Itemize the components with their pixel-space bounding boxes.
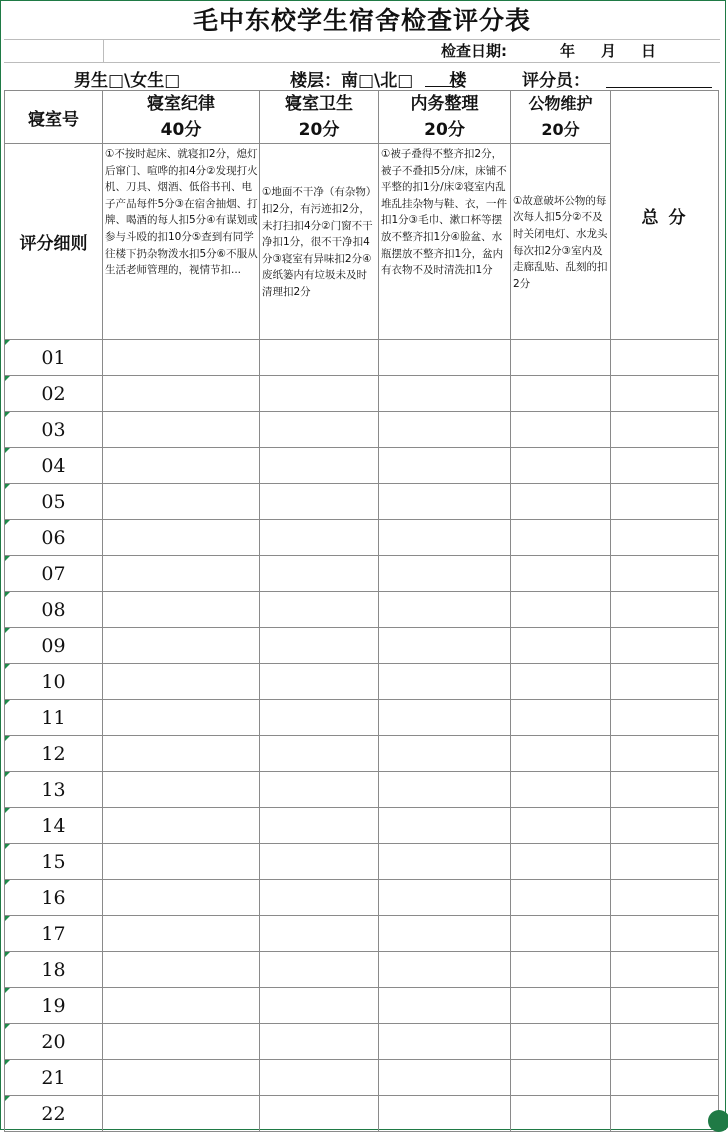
- room-number: 15: [41, 850, 66, 873]
- hygiene-score-cell[interactable]: [260, 1096, 379, 1132]
- property-score-cell[interactable]: [511, 772, 611, 808]
- total-score-cell[interactable]: [611, 1060, 719, 1096]
- room-number-cell: [5, 484, 103, 520]
- total-score-cell[interactable]: [611, 1024, 719, 1060]
- room-number-cell: [5, 952, 103, 988]
- table-row: [5, 772, 719, 808]
- hygiene-score-cell[interactable]: [260, 592, 379, 628]
- floor-number-line: [425, 86, 455, 87]
- room-number-cell: [5, 700, 103, 736]
- total-score-cell[interactable]: [611, 916, 719, 952]
- housekeeping-score-cell[interactable]: [379, 592, 511, 628]
- housekeeping-title: 内务整理: [410, 94, 479, 114]
- total-header: 总 分: [611, 91, 719, 340]
- hygiene-score-cell[interactable]: [260, 1060, 379, 1096]
- grader-signature-line[interactable]: [606, 87, 712, 88]
- room-number: 04: [41, 454, 66, 477]
- hygiene-points: 20分: [298, 120, 340, 140]
- hygiene-score-cell[interactable]: [260, 628, 379, 664]
- cell-marker-icon: [5, 556, 10, 561]
- room-number: 01: [41, 346, 66, 369]
- housekeeping-score-cell[interactable]: [379, 520, 511, 556]
- date-label: 检查日期:: [441, 42, 507, 60]
- table-row: [5, 664, 719, 700]
- property-score-cell[interactable]: [511, 988, 611, 1024]
- housekeeping-score-cell[interactable]: [379, 556, 511, 592]
- discipline-score-cell[interactable]: [103, 520, 260, 556]
- property-score-cell[interactable]: [511, 916, 611, 952]
- property-title: 公物维护: [528, 94, 593, 113]
- housekeeping-score-cell[interactable]: [379, 412, 511, 448]
- housekeeping-score-cell[interactable]: [379, 664, 511, 700]
- room-number: 19: [41, 994, 66, 1017]
- room-number-cell: [5, 592, 103, 628]
- total-score-cell[interactable]: [611, 736, 719, 772]
- hygiene-score-cell[interactable]: [260, 412, 379, 448]
- discipline-score-cell[interactable]: [103, 844, 260, 880]
- discipline-points: 40分: [160, 120, 202, 140]
- room-number: 22: [41, 1102, 66, 1125]
- total-score-cell[interactable]: [611, 808, 719, 844]
- room-number: 08: [41, 598, 66, 621]
- cell-marker-icon: [5, 664, 10, 669]
- room-number-cell: [5, 736, 103, 772]
- housekeeping-score-cell[interactable]: [379, 1096, 511, 1132]
- room-number-cell: [5, 988, 103, 1024]
- meta-row: [4, 64, 720, 90]
- hygiene-score-cell[interactable]: [260, 664, 379, 700]
- housekeeping-score-cell[interactable]: [379, 916, 511, 952]
- room-number-cell: [5, 1096, 103, 1132]
- room-number: 02: [41, 382, 66, 405]
- room-rows: [5, 340, 719, 1132]
- room-number-cell: [5, 664, 103, 700]
- room-number-cell: [5, 448, 103, 484]
- room-number: 13: [41, 778, 66, 801]
- property-score-cell[interactable]: [511, 736, 611, 772]
- table-row: [5, 916, 719, 952]
- discipline-score-cell[interactable]: [103, 376, 260, 412]
- property-rules: [511, 144, 611, 340]
- discipline-score-cell[interactable]: [103, 592, 260, 628]
- room-number-cell: [5, 628, 103, 664]
- property-score-cell[interactable]: [511, 1024, 611, 1060]
- discipline-score-cell[interactable]: [103, 448, 260, 484]
- hygiene-score-cell[interactable]: [260, 988, 379, 1024]
- cell-marker-icon: [5, 376, 10, 381]
- total-score-cell[interactable]: [611, 880, 719, 916]
- cell-marker-icon: [5, 844, 10, 849]
- discipline-rules-text: ①不按时起床、就寝扣2分，熄灯后窜门、喧哗的扣4分②发现打火机、刀具、烟酒、低俗书刊、电子产品每件5分③在宿舍抽烟、打牌、喝酒的每人扣5分④有谋划或参与斗殴的扣10分⑤查到有同学往楼下扔杂物泼水扣5分⑥不服从生活老师管理的，视情节扣...: [105, 148, 258, 277]
- room-number-cell: [5, 556, 103, 592]
- date-day-label: 日: [641, 42, 657, 60]
- discipline-score-cell[interactable]: [103, 880, 260, 916]
- floor-suffix: 楼: [449, 71, 467, 91]
- housekeeping-header: [379, 91, 511, 144]
- housekeeping-score-cell[interactable]: [379, 1060, 511, 1096]
- housekeeping-score-cell[interactable]: [379, 340, 511, 376]
- grid-line: [4, 62, 720, 63]
- housekeeping-rules: [379, 144, 511, 340]
- property-score-cell[interactable]: [511, 448, 611, 484]
- housekeeping-rules-text: ①被子叠得不整齐扣2分，被子不叠扣5分/床，床铺不平整的扣1分/床②寝室内乱堆乱挂杂物与鞋、衣，一件扣1分③毛巾、漱口杯等摆放不整齐扣1分④脸盆、水瓶摆放不整齐扣1分，盆内有衣物不及时清洗扣1分: [381, 148, 507, 277]
- cell-marker-icon: [5, 952, 10, 957]
- discipline-score-cell[interactable]: [103, 556, 260, 592]
- total-score-cell[interactable]: [611, 988, 719, 1024]
- cell-marker-icon: [5, 484, 10, 489]
- table-row: [5, 1024, 719, 1060]
- table-row: [5, 376, 719, 412]
- total-score-cell[interactable]: [611, 844, 719, 880]
- cell-marker-icon: [5, 628, 10, 633]
- property-score-cell[interactable]: [511, 412, 611, 448]
- room-number: 20: [41, 1030, 66, 1053]
- cell-marker-icon: [5, 592, 10, 597]
- room-number: 18: [41, 958, 66, 981]
- hygiene-rules-text: ①地面不干净（有杂物）扣2分，有污迹扣2分，未打扫扣4分②门窗不干净扣1分，很不干净扣4分③寝室有异味扣2分④废纸篓内有垃圾未及时清理扣2分: [262, 186, 377, 298]
- housekeeping-score-cell[interactable]: [379, 736, 511, 772]
- hygiene-score-cell[interactable]: [260, 448, 379, 484]
- hygiene-score-cell[interactable]: [260, 340, 379, 376]
- housekeeping-score-cell[interactable]: [379, 772, 511, 808]
- housekeeping-points: 20分: [424, 120, 465, 140]
- discipline-score-cell[interactable]: [103, 1024, 260, 1060]
- housekeeping-score-cell[interactable]: [379, 1024, 511, 1060]
- property-score-cell[interactable]: [511, 952, 611, 988]
- discipline-title: 寝室纪律: [147, 94, 215, 114]
- score-table: [4, 90, 719, 1132]
- total-score-cell[interactable]: [611, 1096, 719, 1132]
- discipline-header: [103, 91, 260, 144]
- room-number-cell: [5, 808, 103, 844]
- discipline-score-cell[interactable]: [103, 1096, 260, 1132]
- property-score-cell[interactable]: [511, 1096, 611, 1132]
- cell-marker-icon: [5, 988, 10, 993]
- property-score-cell[interactable]: [511, 808, 611, 844]
- hygiene-header: [260, 91, 379, 144]
- property-score-cell[interactable]: [511, 484, 611, 520]
- total-score-cell[interactable]: [611, 376, 719, 412]
- property-rules-text: ①故意破坏公物的每次每人扣5分②不及时关闭电灯、水龙头每次扣2分③室内及走廊乱贴、乱刻的扣2分: [513, 194, 608, 290]
- room-number-cell: [5, 1060, 103, 1096]
- detail-row-label: 评分细则: [5, 144, 103, 340]
- table-row: [5, 484, 719, 520]
- total-score-cell[interactable]: [611, 628, 719, 664]
- property-score-cell[interactable]: [511, 556, 611, 592]
- table-row: [5, 808, 719, 844]
- room-number-cell: [5, 844, 103, 880]
- property-score-cell[interactable]: [511, 844, 611, 880]
- discipline-score-cell[interactable]: [103, 700, 260, 736]
- room-number: 16: [41, 886, 66, 909]
- hygiene-score-cell[interactable]: [260, 736, 379, 772]
- room-number-cell: [5, 376, 103, 412]
- cell-marker-icon: [5, 808, 10, 813]
- room-number: 09: [41, 634, 66, 657]
- table-row: [5, 1060, 719, 1096]
- room-number: 03: [41, 418, 66, 441]
- discipline-score-cell[interactable]: [103, 412, 260, 448]
- cell-marker-icon: [5, 736, 10, 741]
- total-score-cell[interactable]: [611, 700, 719, 736]
- hygiene-score-cell[interactable]: [260, 808, 379, 844]
- housekeeping-score-cell[interactable]: [379, 880, 511, 916]
- hygiene-score-cell[interactable]: [260, 376, 379, 412]
- housekeeping-score-cell[interactable]: [379, 628, 511, 664]
- table-row: [5, 520, 719, 556]
- room-number-cell: [5, 340, 103, 376]
- table-row: [5, 412, 719, 448]
- discipline-score-cell[interactable]: [103, 808, 260, 844]
- discipline-score-cell[interactable]: [103, 988, 260, 1024]
- cell-marker-icon: [5, 1096, 10, 1101]
- housekeeping-score-cell[interactable]: [379, 376, 511, 412]
- header-row: [5, 91, 719, 144]
- room-number: 21: [41, 1066, 66, 1089]
- room-number: 06: [41, 526, 66, 549]
- room-number-cell: [5, 412, 103, 448]
- table-row: [5, 736, 719, 772]
- date-month-label: 月: [601, 42, 617, 60]
- corner-badge: [708, 1110, 728, 1132]
- housekeeping-score-cell[interactable]: [379, 484, 511, 520]
- sheet-title: 毛中东校学生宿舍检查评分表: [192, 6, 531, 35]
- housekeeping-score-cell[interactable]: [379, 700, 511, 736]
- table-row: [5, 952, 719, 988]
- cell-marker-icon: [5, 880, 10, 885]
- room-number-cell: [5, 1024, 103, 1060]
- discipline-score-cell[interactable]: [103, 484, 260, 520]
- housekeeping-score-cell[interactable]: [379, 952, 511, 988]
- property-points: 20分: [541, 120, 580, 139]
- room-number: 10: [41, 670, 66, 693]
- total-score-cell[interactable]: [611, 484, 719, 520]
- room-number-cell: [5, 772, 103, 808]
- cell-marker-icon: [5, 1024, 10, 1029]
- hygiene-score-cell[interactable]: [260, 844, 379, 880]
- property-score-cell[interactable]: [511, 1060, 611, 1096]
- total-score-cell[interactable]: [611, 448, 719, 484]
- total-score-cell[interactable]: [611, 664, 719, 700]
- cell-marker-icon: [5, 412, 10, 417]
- total-score-cell[interactable]: [611, 520, 719, 556]
- date-row: [4, 40, 720, 62]
- room-number: 11: [41, 706, 66, 729]
- room-number-cell: [5, 520, 103, 556]
- hygiene-score-cell[interactable]: [260, 772, 379, 808]
- cell-marker-icon: [5, 1060, 10, 1065]
- cell-marker-icon: [5, 340, 10, 345]
- room-number: 12: [41, 742, 66, 765]
- room-number: 05: [41, 490, 66, 513]
- property-score-cell[interactable]: [511, 340, 611, 376]
- room-number: 07: [41, 562, 66, 585]
- discipline-rules: [103, 144, 260, 340]
- date-year-label: 年: [560, 42, 576, 60]
- total-score-cell[interactable]: [611, 772, 719, 808]
- total-score-cell[interactable]: [611, 340, 719, 376]
- table-row: [5, 700, 719, 736]
- property-score-cell[interactable]: [511, 880, 611, 916]
- property-score-cell[interactable]: [511, 664, 611, 700]
- property-score-cell[interactable]: [511, 592, 611, 628]
- property-score-cell[interactable]: [511, 700, 611, 736]
- hygiene-score-cell[interactable]: [260, 484, 379, 520]
- table-row: [5, 448, 719, 484]
- room-number: 14: [41, 814, 66, 837]
- cell-marker-icon: [5, 448, 10, 453]
- hygiene-score-cell[interactable]: [260, 916, 379, 952]
- table-row: [5, 592, 719, 628]
- grader-label: 评分员：: [522, 71, 590, 91]
- discipline-score-cell[interactable]: [103, 628, 260, 664]
- table-row: [5, 844, 719, 880]
- property-score-cell[interactable]: [511, 628, 611, 664]
- discipline-score-cell[interactable]: [103, 736, 260, 772]
- total-score-cell[interactable]: [611, 556, 719, 592]
- table-row: [5, 628, 719, 664]
- room-number-cell: [5, 880, 103, 916]
- discipline-score-cell[interactable]: [103, 952, 260, 988]
- room-number-header: 寝室号: [5, 91, 103, 144]
- table-row: [5, 1096, 719, 1132]
- table-row: [5, 880, 719, 916]
- table-row: [5, 556, 719, 592]
- property-header: [511, 91, 611, 144]
- discipline-score-cell[interactable]: [103, 1060, 260, 1096]
- discipline-score-cell[interactable]: [103, 772, 260, 808]
- table-row: [5, 988, 719, 1024]
- hygiene-score-cell[interactable]: [260, 952, 379, 988]
- total-score-cell[interactable]: [611, 592, 719, 628]
- hygiene-score-cell[interactable]: [260, 700, 379, 736]
- gender-checkbox-field[interactable]: 男生□\女生□: [74, 71, 181, 91]
- property-score-cell[interactable]: [511, 520, 611, 556]
- housekeeping-score-cell[interactable]: [379, 808, 511, 844]
- hygiene-rules: [260, 144, 379, 340]
- discipline-score-cell[interactable]: [103, 916, 260, 952]
- hygiene-title: 寝室卫生: [285, 94, 353, 114]
- cell-marker-icon: [5, 772, 10, 777]
- cell-marker-icon: [5, 520, 10, 525]
- hygiene-score-cell[interactable]: [260, 1024, 379, 1060]
- total-score-cell[interactable]: [611, 952, 719, 988]
- floor-field[interactable]: [290, 66, 466, 91]
- discipline-score-cell[interactable]: [103, 664, 260, 700]
- housekeeping-score-cell[interactable]: [379, 448, 511, 484]
- hygiene-score-cell[interactable]: [260, 520, 379, 556]
- total-score-cell[interactable]: [611, 412, 719, 448]
- property-score-cell[interactable]: [511, 376, 611, 412]
- housekeeping-score-cell[interactable]: [379, 988, 511, 1024]
- housekeeping-score-cell[interactable]: [379, 844, 511, 880]
- room-number-cell: [5, 916, 103, 952]
- floor-prefix: 楼层：南□\北□: [290, 71, 414, 91]
- discipline-score-cell[interactable]: [103, 340, 260, 376]
- hygiene-score-cell[interactable]: [260, 556, 379, 592]
- table-row: [5, 340, 719, 376]
- cell-marker-icon: [5, 700, 10, 705]
- cell-marker-icon: [5, 916, 10, 921]
- hygiene-score-cell[interactable]: [260, 880, 379, 916]
- room-number: 17: [41, 922, 66, 945]
